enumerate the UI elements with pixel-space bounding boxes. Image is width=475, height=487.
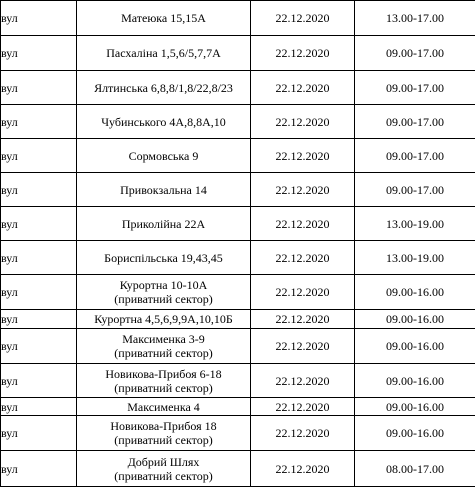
street-type-cell: вул	[1, 173, 77, 207]
date-cell: 22.12.2020	[251, 36, 355, 71]
time-range-cell: 09.00-17.00	[355, 105, 475, 139]
date-cell: 22.12.2020	[251, 1, 355, 36]
date-cell: 22.12.2020	[251, 139, 355, 173]
table-row	[1, 416, 475, 451]
table-row	[1, 173, 475, 207]
time-range-cell: 09.00-16.00	[355, 310, 475, 329]
time-range-cell: 09.00-17.00	[355, 36, 475, 71]
address-text: Привокзальна 14	[77, 183, 250, 197]
street-type-cell: вул	[1, 207, 77, 241]
address-cell	[77, 451, 251, 487]
table-row	[1, 451, 475, 487]
table-row	[1, 36, 475, 71]
table-row	[1, 364, 475, 398]
table-row	[1, 275, 475, 310]
date-cell: 22.12.2020	[251, 105, 355, 139]
address-text: Ялтинська 6,8,8/1,8/22,8/23	[77, 81, 250, 95]
address-text: Чубинського 4А,8,8А,10	[77, 115, 250, 129]
table-body	[1, 1, 475, 487]
address-note: (приватний сектор)	[77, 292, 250, 306]
street-type-cell: вул	[1, 329, 77, 364]
time-range-cell: 09.00-16.00	[355, 275, 475, 310]
address-note: (приватний сектор)	[77, 469, 250, 483]
date-cell: 22.12.2020	[251, 310, 355, 329]
time-range-cell: 09.00-16.00	[355, 329, 475, 364]
address-cell	[77, 1, 251, 36]
address-text: Добрий Шлях	[77, 455, 250, 469]
address-text: Новикова-Прибоя 6-18	[77, 367, 250, 381]
address-cell	[77, 241, 251, 275]
address-cell	[77, 139, 251, 173]
address-note: (приватний сектор)	[77, 433, 250, 447]
address-cell	[77, 364, 251, 398]
address-note: (приватний сектор)	[77, 381, 250, 395]
address-text: Максименка 3-9	[77, 332, 250, 346]
street-type-cell: вул	[1, 71, 77, 105]
time-range-cell: 09.00-17.00	[355, 173, 475, 207]
table-row	[1, 207, 475, 241]
date-cell: 22.12.2020	[251, 329, 355, 364]
table-row	[1, 1, 475, 36]
address-text: Бориспільська 19,43,45	[77, 251, 250, 265]
table-row	[1, 105, 475, 139]
table-row	[1, 241, 475, 275]
date-cell: 22.12.2020	[251, 275, 355, 310]
street-type-cell: вул	[1, 36, 77, 71]
date-cell: 22.12.2020	[251, 364, 355, 398]
address-cell	[77, 207, 251, 241]
address-cell	[77, 105, 251, 139]
street-type-cell: вул	[1, 139, 77, 173]
street-type-cell: вул	[1, 105, 77, 139]
time-range-cell: 09.00-17.00	[355, 139, 475, 173]
street-type-cell: вул	[1, 1, 77, 36]
date-cell: 22.12.2020	[251, 451, 355, 487]
table-row	[1, 329, 475, 364]
address-cell	[77, 71, 251, 105]
time-range-cell: 09.00-16.00	[355, 398, 475, 416]
date-cell: 22.12.2020	[251, 207, 355, 241]
street-type-cell: вул	[1, 275, 77, 310]
time-range-cell: 13.00-17.00	[355, 1, 475, 36]
time-range-cell: 09.00-16.00	[355, 416, 475, 451]
address-text: Курортна 4,5,6,9,9А,10,10Б	[77, 312, 250, 326]
address-text: Приколійна 22А	[77, 217, 250, 231]
street-type-cell: вул	[1, 451, 77, 487]
address-text: Пасхаліна 1,5,6/5,7,7А	[77, 46, 250, 60]
address-cell	[77, 173, 251, 207]
date-cell: 22.12.2020	[251, 416, 355, 451]
address-cell	[77, 329, 251, 364]
address-cell	[77, 36, 251, 71]
address-cell	[77, 398, 251, 416]
time-range-cell: 08.00-17.00	[355, 451, 475, 487]
address-cell	[77, 416, 251, 451]
address-text: Новикова-Прибоя 18	[77, 419, 250, 433]
address-note: (приватний сектор)	[77, 346, 250, 360]
address-text: Матеюка 15,15А	[77, 11, 250, 25]
street-type-cell: вул	[1, 398, 77, 416]
date-cell: 22.12.2020	[251, 241, 355, 275]
table-row	[1, 310, 475, 329]
table-row	[1, 398, 475, 416]
table-row	[1, 139, 475, 173]
date-cell: 22.12.2020	[251, 71, 355, 105]
address-cell	[77, 275, 251, 310]
time-range-cell: 09.00-17.00	[355, 71, 475, 105]
address-text: Максименка 4	[77, 400, 250, 414]
table-row	[1, 71, 475, 105]
time-range-cell: 13.00-19.00	[355, 207, 475, 241]
street-type-cell: вул	[1, 364, 77, 398]
time-range-cell: 13.00-19.00	[355, 241, 475, 275]
address-text: Курортна 10-10А	[77, 278, 250, 292]
street-type-cell: вул	[1, 310, 77, 329]
date-cell: 22.12.2020	[251, 398, 355, 416]
date-cell: 22.12.2020	[251, 173, 355, 207]
street-type-cell: вул	[1, 241, 77, 275]
street-type-cell: вул	[1, 416, 77, 451]
address-text: Сормовська 9	[77, 149, 250, 163]
time-range-cell: 09.00-16.00	[355, 364, 475, 398]
address-cell	[77, 310, 251, 329]
